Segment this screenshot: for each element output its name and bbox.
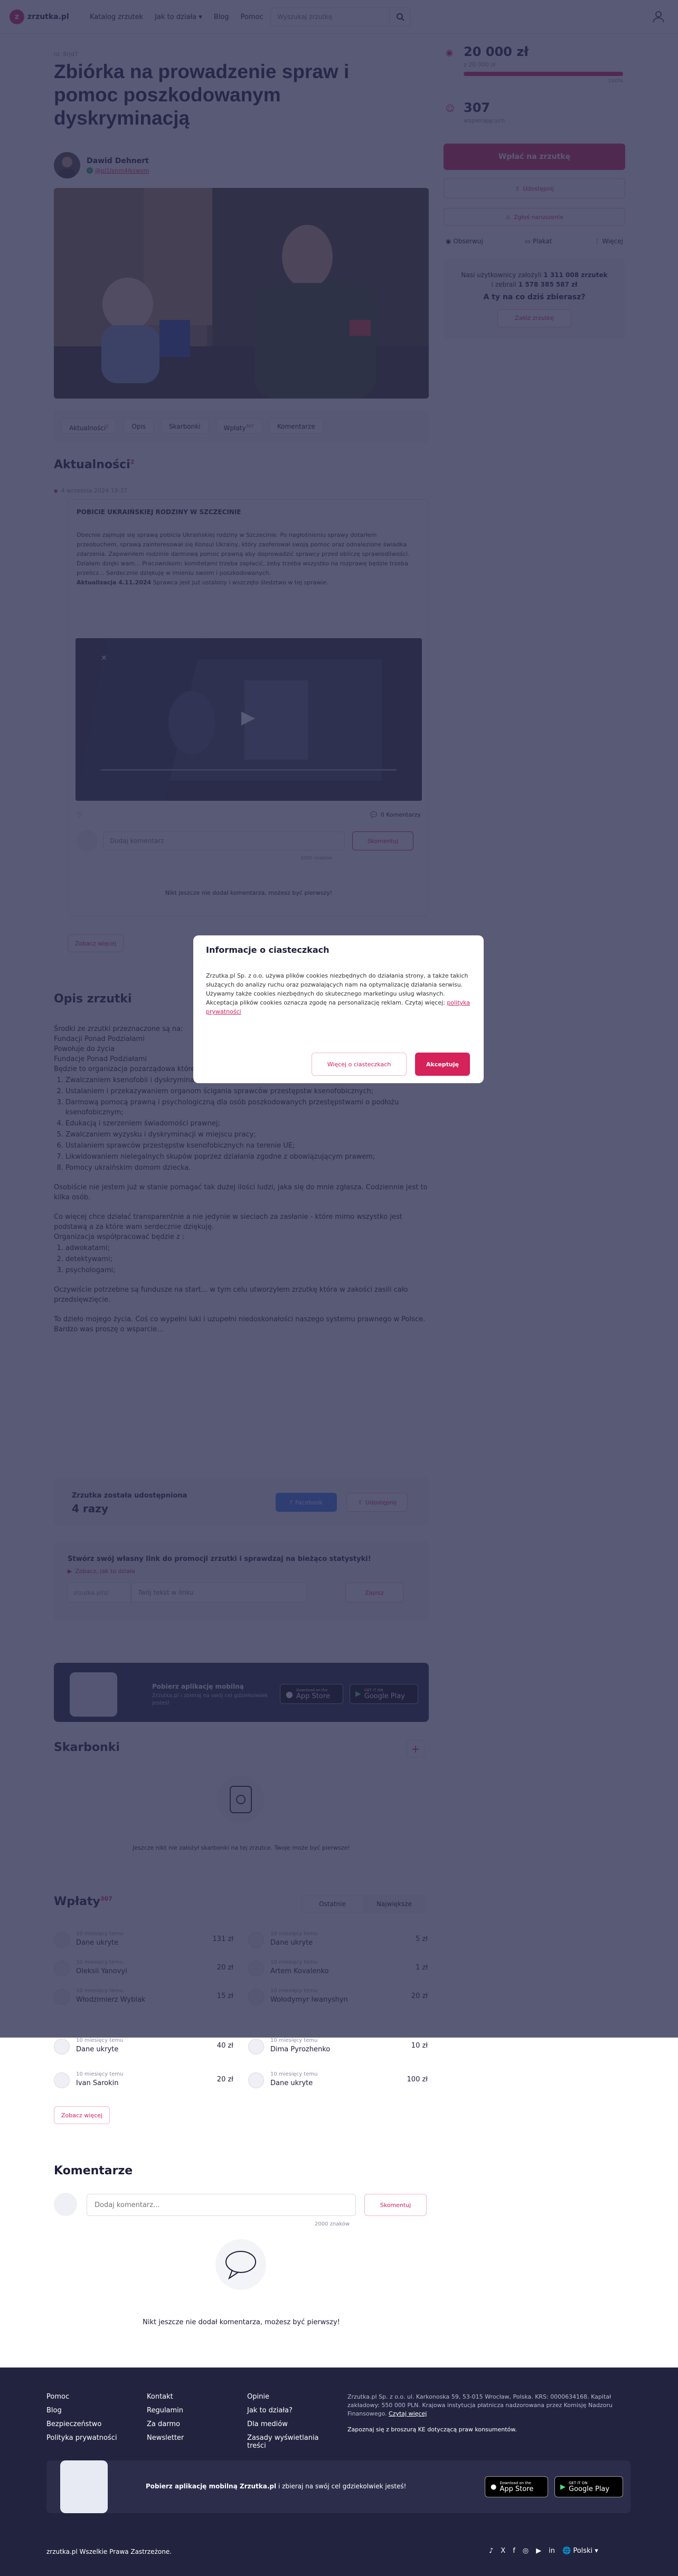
footer-company: Zrzutka.pl Sp. z o.o. ul. Karkonoska 59, 53-015 Wrocław, Polska. KRS: 0000634168. Kapitał zakładowy: 550 000 PLN. Krajowa instytucja płatnicza nadzorowana przez Komisję Nadzoru Finansowego. Czytaj więcej Zapoznaj się z broszurą KE dotyczącą praw konsumentów.: [347, 2393, 627, 2434]
x-icon[interactable]: X: [501, 2547, 506, 2555]
footer-app-text: Pobierz aplikację mobilną Zrzutka.pl i zbieraj na swój cel gdziekolwiek jesteś!: [146, 2483, 407, 2490]
cookie-title: Informacje o ciasteczkach: [206, 945, 329, 955]
footer-phone-image: [60, 2460, 108, 2513]
instagram-icon[interactable]: ◎: [522, 2547, 529, 2555]
payments-see-more-button[interactable]: Zobacz więcej: [54, 2106, 110, 2124]
footer-app-banner: [46, 2460, 630, 2513]
footer-google-play-button[interactable]: ▶ GET IT ON Google Play: [554, 2476, 623, 2497]
user-icon: [54, 2039, 70, 2054]
footer-link-content-rules[interactable]: Zasady wyświetlania treści: [247, 2434, 319, 2450]
comments-empty-text: Nikt jeszcze nie dodał komentarza, możesz być pierwszy!: [143, 2318, 340, 2326]
cookie-more-button[interactable]: Więcej o ciasteczkach: [312, 1053, 407, 1076]
cookie-accept-button[interactable]: Akceptuję: [415, 1053, 470, 1076]
footer-app-store-button[interactable]: ● Download on the App Store: [485, 2476, 548, 2497]
user-icon: [248, 2039, 264, 2054]
comment-submit-button[interactable]: Skomentuj: [364, 2194, 427, 2216]
footer: [0, 2367, 678, 2576]
footer-link-how[interactable]: Jak to działa?: [247, 2407, 293, 2414]
apple-icon: ●: [491, 2483, 497, 2491]
footer-link-media[interactable]: Dla mediów: [247, 2420, 288, 2428]
footer-social: [489, 2547, 598, 2555]
footer-link-contact[interactable]: Kontakt: [147, 2393, 173, 2401]
tiktok-icon[interactable]: ♪: [489, 2547, 494, 2555]
comment-char-limit: 2000 znaków: [315, 2221, 350, 2227]
cookie-text: Zrzutka.pl Sp. z o.o. używa plików cookies niezbędnych do działania strony, a także takich służących do analizy ruchu oraz pozwalających nam na optymalizację działania serwisu. Używamy także cookies niezbędnych do skutecznego marketingu usług własnych. Akceptacja plików cookies oznacza zgodę na personalizację reklam. Czytaj więcej: polityka prywatności: [206, 972, 470, 1015]
facebook-icon[interactable]: f: [513, 2547, 515, 2555]
language-selector[interactable]: 🌐 Polski ▾: [562, 2547, 598, 2555]
footer-link-free[interactable]: Za darmo: [147, 2420, 180, 2428]
user-icon: [54, 2072, 70, 2088]
footer-link-privacy[interactable]: Polityka prywatności: [46, 2434, 117, 2442]
comments-illustration: [204, 2233, 278, 2296]
payment-row: 10 miesięcy temu Dima Pyrozhenko 10 zł: [248, 2037, 428, 2058]
payment-row: 10 miesięcy temu Ivan Sarokin 20 zł: [54, 2070, 233, 2091]
footer-copyright: zrzutka.pl Wszelkie Prawa Zastrzeżone.: [46, 2548, 172, 2555]
user-icon: [248, 2072, 264, 2088]
youtube-icon[interactable]: ▶: [536, 2547, 542, 2555]
footer-link-terms[interactable]: Regulamin: [147, 2407, 184, 2414]
footer-link-help[interactable]: Pomoc: [46, 2393, 70, 2401]
footer-read-more[interactable]: Czytaj więcej: [389, 2410, 427, 2417]
footer-link-opinions[interactable]: Opinie: [247, 2393, 269, 2401]
payment-row: 10 miesięcy temu Dane ukryte 100 zł: [248, 2070, 428, 2091]
google-play-icon: ▶: [560, 2483, 566, 2491]
privacy-policy-link[interactable]: polityka prywatności: [206, 999, 470, 1015]
linkedin-icon[interactable]: in: [549, 2547, 555, 2555]
comments-heading: Komentarze: [54, 2164, 133, 2177]
comment-avatar: [54, 2193, 77, 2216]
cookie-modal: [193, 935, 484, 1083]
footer-link-newsletter[interactable]: Newsletter: [147, 2434, 184, 2442]
footer-consumer-link[interactable]: Zapoznaj się z broszurą KE dotyczącą praw konsumentów.: [347, 2426, 517, 2433]
payment-row: 10 miesięcy temu Dane ukryte 40 zł: [54, 2037, 233, 2058]
comment-input[interactable]: [87, 2194, 356, 2216]
footer-link-security[interactable]: Bezpieczeństwo: [46, 2420, 102, 2428]
footer-link-blog[interactable]: Blog: [46, 2407, 62, 2414]
